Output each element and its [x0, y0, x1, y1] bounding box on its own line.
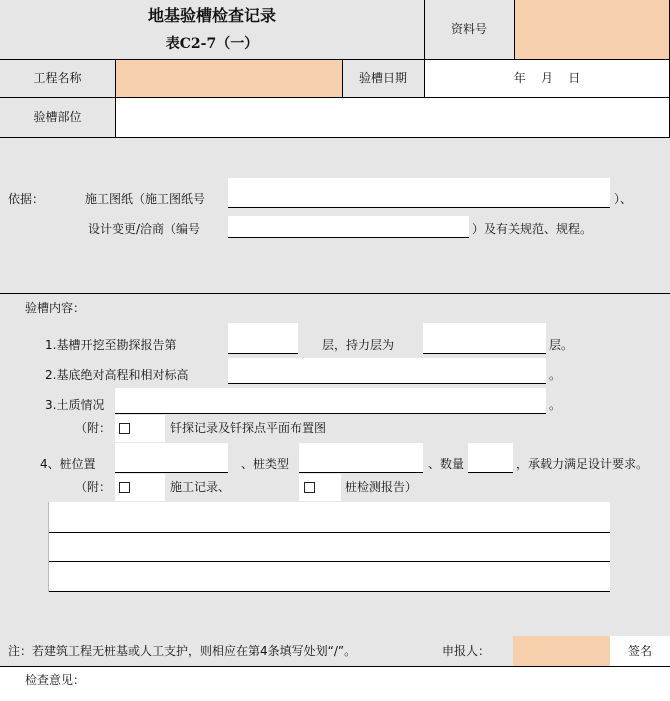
changes-text: 设计变更/洽商（编号 [88, 222, 201, 236]
probe-record-checkbox[interactable] [119, 423, 130, 434]
item1-end: 层。 [549, 338, 574, 352]
reporter-input[interactable] [513, 636, 610, 666]
sign-label: 签名 [627, 644, 652, 658]
drawing-no-input[interactable] [228, 178, 610, 208]
changes-close: ）及有关规范、规程。 [472, 222, 593, 236]
inspection-date-label: 验槽日期 [358, 71, 407, 85]
attach2-prefix: （附： [75, 480, 112, 494]
doc-no-label: 资料号 [450, 22, 487, 36]
attach2-text2: 桩检测报告） [345, 480, 418, 494]
opinion-area[interactable] [0, 667, 670, 701]
change-no-input[interactable] [228, 216, 469, 238]
attach1-prefix: （附： [75, 421, 112, 435]
attach1-text: 钎探记录及钎探点平面布置图 [170, 421, 327, 435]
form-code: 表C2-7（一） [165, 36, 259, 52]
item4-type: 、桩类型 [241, 457, 290, 471]
drawings-close: ）、 [614, 192, 633, 206]
pile-type-input[interactable] [299, 443, 423, 472]
item1-text: 1.基槽开挖至勘探报告第 [45, 338, 177, 352]
form-title: 地基验槽检查记录 [147, 6, 276, 25]
doc-no-value-cell[interactable] [514, 0, 670, 59]
remarks-line-3[interactable] [48, 562, 610, 592]
item4-text: 4、桩位置 [40, 457, 96, 471]
item4-qty: 、数量 [428, 457, 465, 471]
remarks-line-2[interactable] [48, 533, 610, 562]
opinion-label: 检查意见： [25, 673, 86, 687]
remarks-line-1[interactable] [48, 502, 610, 533]
soil-condition-input[interactable] [115, 388, 546, 413]
pile-position-input[interactable] [115, 443, 228, 472]
item2-text: 2.基底绝对高程和相对标高 [45, 368, 189, 382]
reporter-label: 申报人： [442, 644, 491, 658]
item3-text: 3.土质情况 [45, 398, 105, 412]
footer-note: 注：若建筑工程无桩基或人工支护，则相应在第4条填写处划“/”。 [8, 644, 357, 658]
basis-label: 依据： [8, 192, 45, 206]
content-heading: 验槽内容： [25, 301, 86, 315]
drawings-text: 施工图纸（施工图纸号 [85, 192, 206, 206]
item3-end: 。 [549, 398, 562, 412]
pile-quantity-input[interactable] [468, 443, 513, 472]
elevation-input[interactable] [228, 358, 546, 383]
survey-layer-input[interactable] [228, 323, 298, 353]
item1-mid: 层，持力层为 [322, 338, 395, 352]
pile-test-report-checkbox[interactable] [304, 482, 315, 493]
construction-record-checkbox[interactable] [119, 482, 130, 493]
project-name-label: 工程名称 [33, 71, 82, 85]
project-name-input[interactable] [115, 59, 342, 97]
item2-end: 。 [549, 368, 562, 382]
item4-end: ，承载力满足设计要求。 [516, 457, 649, 471]
location-input[interactable] [115, 97, 670, 137]
attach2-text1: 施工记录、 [170, 480, 231, 494]
location-label: 验槽部位 [33, 110, 82, 124]
date-placeholder: 年 月 日 [513, 71, 581, 85]
bearing-layer-input[interactable] [423, 323, 546, 353]
